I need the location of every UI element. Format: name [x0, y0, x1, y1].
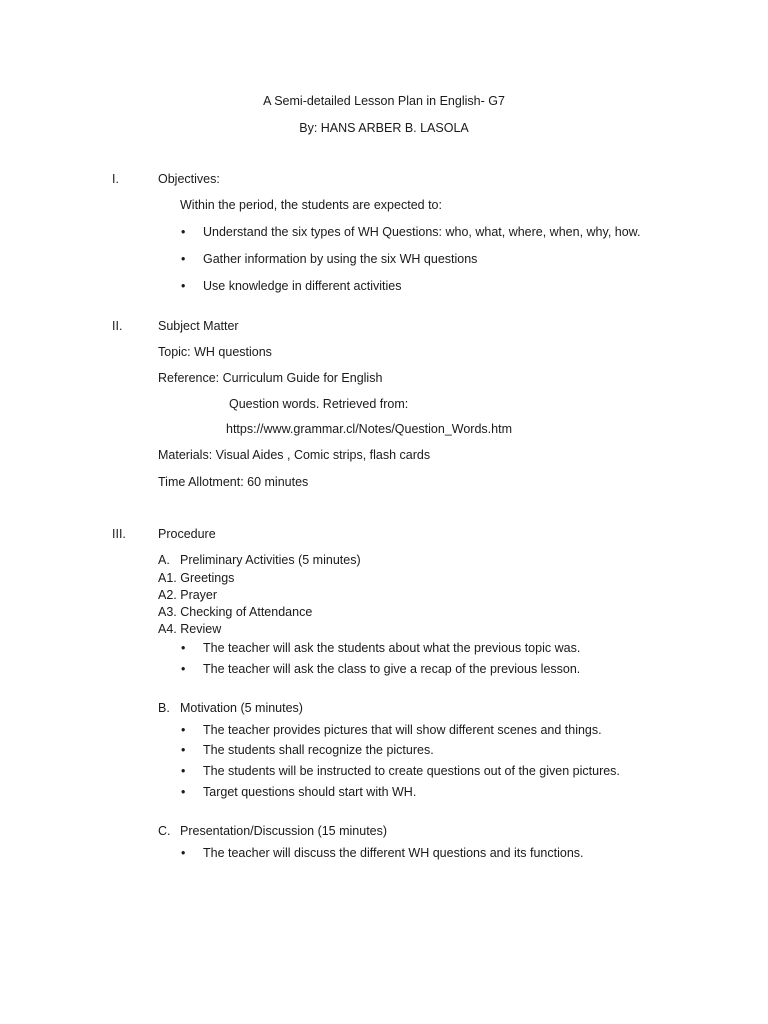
section-numeral: I.	[112, 172, 119, 186]
section-numeral: II.	[112, 319, 123, 333]
list-item: Use knowledge in different activities	[203, 279, 402, 293]
section-numeral: III.	[112, 527, 126, 541]
section-heading: Procedure	[158, 527, 216, 541]
bullet-icon	[181, 253, 185, 266]
reference-line: Reference: Curriculum Guide for English	[158, 371, 383, 385]
bullet-icon	[181, 724, 185, 737]
subsection-letter: A.	[158, 553, 170, 567]
list-item: Understand the six types of WH Questions: who, what, where, when, why, how.	[203, 225, 641, 239]
list-item: The teacher will ask the students about what the previous topic was.	[203, 641, 581, 655]
bullet-icon	[181, 280, 185, 293]
subsection-title: Presentation/Discussion (15 minutes)	[180, 824, 388, 838]
list-item: The teacher will ask the class to give a recap of the previous lesson.	[203, 662, 581, 676]
bullet-icon	[181, 663, 185, 676]
list-item: A4. Review	[158, 622, 222, 636]
list-item: Gather information by using the six WH questions	[203, 252, 478, 266]
list-item: A2. Prayer	[158, 588, 218, 602]
objectives-intro: Within the period, the students are expected to:	[180, 198, 442, 212]
subsection-letter: C.	[158, 824, 171, 838]
bullet-icon	[181, 847, 185, 860]
bullet-icon	[181, 744, 185, 757]
list-item: The teacher will discuss the different WH questions and its functions.	[203, 846, 584, 860]
list-item: A1. Greetings	[158, 571, 235, 585]
materials-line: Materials: Visual Aides , Comic strips, flash cards	[158, 448, 431, 462]
reference-url: https://www.grammar.cl/Notes/Question_Words.htm	[226, 422, 512, 436]
section-heading: Objectives:	[158, 172, 220, 186]
topic-line: Topic: WH questions	[158, 345, 272, 359]
list-item: A3. Checking of Attendance	[158, 605, 313, 619]
reference-line: Question words. Retrieved from:	[229, 397, 409, 411]
section-heading: Subject Matter	[158, 319, 239, 333]
list-item: The teacher provides pictures that will show different scenes and things.	[203, 723, 602, 737]
subsection-title: Preliminary Activities (5 minutes)	[180, 553, 361, 567]
subsection-title: Motivation (5 minutes)	[180, 701, 303, 715]
document-author: By: HANS ARBER B. LASOLA	[299, 121, 469, 135]
bullet-icon	[181, 642, 185, 655]
list-item: The students will be instructed to create questions out of the given pictures.	[203, 764, 620, 778]
bullet-icon	[181, 765, 185, 778]
bullet-icon	[181, 786, 185, 799]
bullet-icon	[181, 226, 185, 239]
list-item: Target questions should start with WH.	[203, 785, 417, 799]
list-item: The students shall recognize the pictures.	[203, 743, 434, 757]
subsection-letter: B.	[158, 701, 170, 715]
document-title: A Semi-detailed Lesson Plan in English- G7	[263, 94, 505, 108]
time-allotment-line: Time Allotment: 60 minutes	[158, 475, 309, 489]
